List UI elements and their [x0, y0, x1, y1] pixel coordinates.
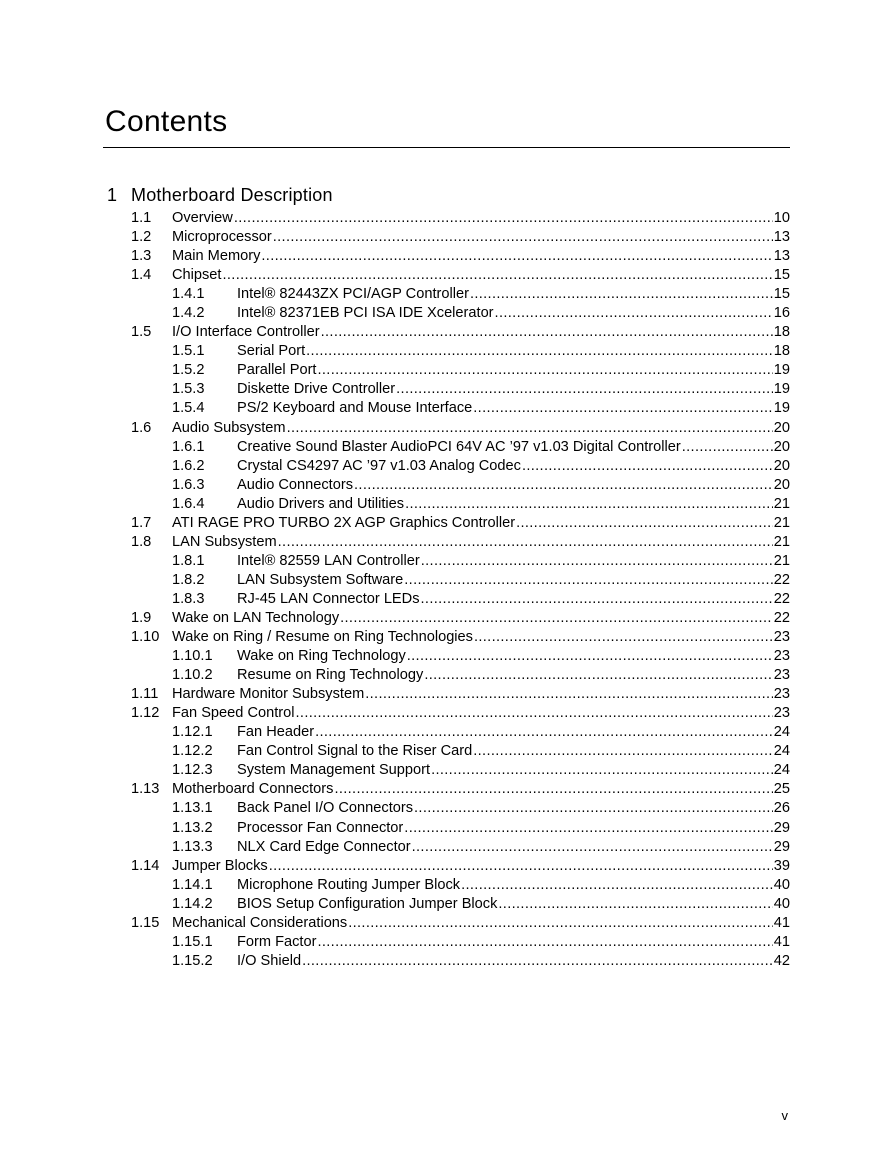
- toc-section-entry[interactable]: [0, 685, 893, 704]
- toc-entry-title: Main Memory: [172, 248, 261, 265]
- toc-entry-title: ATI RAGE PRO TURBO 2X AGP Graphics Controller: [172, 514, 516, 531]
- dot-leader: [315, 723, 773, 742]
- toc-section-entry[interactable]: [0, 323, 893, 342]
- toc-entry-number: 1.8: [131, 533, 152, 550]
- toc-subsection-entry[interactable]: [0, 742, 893, 761]
- toc-entry-number: 1.7: [131, 514, 152, 531]
- toc-section-entry[interactable]: [0, 780, 893, 799]
- toc-entry-number: 1.6.3: [172, 476, 205, 493]
- toc-entry-body: [237, 495, 790, 514]
- toc-subsection-entry[interactable]: [0, 552, 893, 571]
- toc-entry-title: Audio Drivers and Utilities: [237, 495, 405, 512]
- toc-entry-title: Microphone Routing Jumper Block: [237, 876, 461, 893]
- toc-entry-number: 1.6.2: [172, 457, 205, 474]
- dot-leader: [348, 914, 773, 933]
- toc-entry-title: Hardware Monitor Subsystem: [172, 686, 365, 703]
- toc-entry-body: [237, 952, 790, 971]
- toc-subsection-entry[interactable]: [0, 952, 893, 971]
- toc-entry-number: 1.13.1: [172, 800, 213, 817]
- toc-entry-number: 1.4.2: [172, 305, 205, 322]
- dot-leader: [522, 457, 773, 476]
- toc-entry-title: Resume on Ring Technology: [237, 667, 424, 684]
- toc-entry-title: Wake on LAN Technology: [172, 609, 340, 626]
- toc-entry-number: 1.12.1: [172, 724, 213, 741]
- toc-entry-body: [237, 342, 790, 361]
- toc-entry-title: LAN Subsystem: [172, 533, 277, 550]
- toc-entry-page: 41: [773, 914, 790, 931]
- dot-leader: [365, 685, 773, 704]
- dot-leader: [405, 495, 773, 514]
- chapter-heading[interactable]: [107, 184, 333, 206]
- toc-entry-title: Fan Speed Control: [172, 705, 295, 722]
- toc-entry-title: BIOS Setup Configuration Jumper Block: [237, 895, 498, 912]
- toc-section-entry[interactable]: [0, 609, 893, 628]
- dot-leader: [306, 342, 773, 361]
- toc-entry-page: 10: [773, 210, 790, 226]
- toc-subsection-entry[interactable]: [0, 342, 893, 361]
- toc-entry-page: 23: [773, 648, 790, 665]
- toc-entry-title: Crystal CS4297 AC ’97 v1.03 Analog Codec: [237, 457, 521, 474]
- dot-leader: [495, 304, 773, 323]
- toc-entry-page: 13: [773, 229, 790, 246]
- toc-entry-number: 1.4: [131, 267, 152, 284]
- toc-entry-number: 1.14.2: [172, 895, 213, 912]
- toc-entry-page: 15: [773, 267, 790, 284]
- dot-leader: [414, 799, 773, 818]
- toc-entry-title: Creative Sound Blaster AudioPCI 64V AC ’97 v1.03 Digital Controller: [237, 438, 681, 455]
- toc-entry-body: [237, 476, 790, 495]
- toc-entry-body: [237, 457, 790, 476]
- dot-leader: [222, 266, 772, 285]
- toc-entry-number: 1.14.1: [172, 876, 213, 893]
- toc-section-entry[interactable]: [0, 228, 893, 247]
- toc-entry-title: I/O Shield: [237, 952, 302, 969]
- toc-section-entry[interactable]: [0, 857, 893, 876]
- toc-subsection-entry[interactable]: [0, 476, 893, 495]
- toc-entry-title: Fan Control Signal to the Riser Card: [237, 743, 473, 760]
- dot-leader: [321, 323, 773, 342]
- toc-subsection-entry[interactable]: [0, 819, 893, 838]
- dot-leader: [354, 476, 773, 495]
- dot-leader: [404, 571, 772, 590]
- chapter-title: Motherboard Description: [131, 185, 333, 205]
- toc-entry-body: [237, 666, 790, 685]
- toc-entry-number: 1.10.1: [172, 648, 213, 665]
- toc-entry-number: 1.5.2: [172, 362, 205, 379]
- toc-entry-title: Fan Header: [237, 724, 315, 741]
- toc-section-entry[interactable]: [0, 209, 893, 228]
- toc-subsection-entry[interactable]: [0, 876, 893, 895]
- toc-entry-page: 22: [773, 609, 790, 626]
- toc-entry-page: 16: [773, 305, 790, 322]
- dot-leader: [334, 780, 772, 799]
- page-title: Contents: [105, 105, 228, 138]
- dot-leader: [317, 933, 772, 952]
- toc-entry-title: I/O Interface Controller: [172, 324, 320, 341]
- toc-entry-page: 23: [773, 667, 790, 684]
- toc-entry-body: [237, 742, 790, 761]
- toc-entry-body: [237, 838, 790, 857]
- toc-entry-number: 1.5: [131, 324, 152, 341]
- toc-entry-page: 20: [773, 419, 790, 436]
- toc-entry-body: [172, 419, 790, 438]
- toc-entry-number: 1.8.2: [172, 571, 205, 588]
- toc-entry-title: Audio Connectors: [237, 476, 354, 493]
- toc-entry-title: Intel® 82559 LAN Controller: [237, 552, 420, 569]
- toc-entry-body: [237, 876, 790, 895]
- dot-leader: [261, 247, 772, 266]
- toc-section-entry[interactable]: [0, 914, 893, 933]
- toc-subsection-entry[interactable]: [0, 495, 893, 514]
- dot-leader: [269, 857, 773, 876]
- page-number: v: [781, 1108, 788, 1123]
- dot-leader: [682, 438, 773, 457]
- toc-entry-number: 1.8.1: [172, 552, 205, 569]
- toc-entry-page: 23: [773, 705, 790, 722]
- dot-leader: [412, 838, 773, 857]
- toc-entry-page: 20: [773, 438, 790, 455]
- chapter-number: 1: [107, 185, 118, 205]
- toc-entry-page: 18: [773, 343, 790, 360]
- toc-entry-page: 21: [773, 552, 790, 569]
- toc-entry-body: [237, 399, 790, 418]
- toc-entry-title: Back Panel I/O Connectors: [237, 800, 414, 817]
- dot-leader: [473, 742, 773, 761]
- toc-entry-body: [172, 857, 790, 876]
- toc-entry-page: 18: [773, 324, 790, 341]
- toc-entry-page: 20: [773, 457, 790, 474]
- dot-leader: [498, 895, 772, 914]
- toc-entry-page: 19: [773, 381, 790, 398]
- toc-entry-title: System Management Support: [237, 762, 431, 779]
- toc-entry-number: 1.3: [131, 248, 152, 265]
- toc-entry-number: 1.8.3: [172, 590, 205, 607]
- toc-entry-page: 13: [773, 248, 790, 265]
- toc-entry-page: 20: [773, 476, 790, 493]
- toc-entry-title: Chipset: [172, 267, 222, 284]
- dot-leader: [234, 209, 773, 228]
- toc-entry-page: 29: [773, 819, 790, 836]
- toc-entry-number: 1.15.2: [172, 952, 213, 969]
- toc-entry-page: 21: [773, 495, 790, 512]
- dot-leader: [473, 399, 772, 418]
- toc-entry-number: 1.5.3: [172, 381, 205, 398]
- toc-entry-page: 21: [773, 514, 790, 531]
- toc-entry-page: 23: [773, 629, 790, 646]
- toc-entry-body: [237, 552, 790, 571]
- toc-entry-body: [172, 628, 790, 647]
- toc-entry-body: [237, 647, 790, 666]
- toc-entry-body: [172, 266, 790, 285]
- toc-entry-body: [172, 704, 790, 723]
- toc-entry-body: [237, 361, 790, 380]
- dot-leader: [296, 704, 773, 723]
- toc-entry-body: [172, 533, 790, 552]
- toc-subsection-entry[interactable]: [0, 647, 893, 666]
- toc-entry-body: [237, 590, 790, 609]
- toc-entry-page: 23: [773, 686, 790, 703]
- toc-entry-body: [237, 933, 790, 952]
- toc-entry-number: 1.4.1: [172, 286, 205, 303]
- toc-section-entry[interactable]: [0, 266, 893, 285]
- dot-leader: [318, 361, 773, 380]
- dot-leader: [421, 590, 773, 609]
- toc-section-entry[interactable]: [0, 247, 893, 266]
- toc-entry-page: 19: [773, 400, 790, 417]
- dot-leader: [470, 285, 773, 304]
- toc-entry-title: Mechanical Considerations: [172, 914, 348, 931]
- toc-entry-number: 1.13.3: [172, 838, 213, 855]
- toc-entry-title: Audio Subsystem: [172, 419, 286, 436]
- toc-entry-page: 15: [773, 286, 790, 303]
- toc-subsection-entry[interactable]: [0, 895, 893, 914]
- dot-leader: [474, 628, 773, 647]
- toc-subsection-entry[interactable]: [0, 799, 893, 818]
- toc-entry-page: 39: [773, 857, 790, 874]
- toc-entry-page: 25: [773, 781, 790, 798]
- toc-subsection-entry[interactable]: [0, 590, 893, 609]
- toc-entry-title: PS/2 Keyboard and Mouse Interface: [237, 400, 473, 417]
- toc-entry-body: [237, 723, 790, 742]
- toc-entry-number: 1.5.4: [172, 400, 205, 417]
- toc-entry-number: 1.1: [131, 210, 152, 226]
- toc-entry-page: 26: [773, 800, 790, 817]
- toc-entry-number: 1.12.3: [172, 762, 213, 779]
- toc-subsection-entry[interactable]: [0, 457, 893, 476]
- toc-section-entry[interactable]: [0, 533, 893, 552]
- toc-entry-number: 1.2: [131, 229, 152, 246]
- toc-entry-number: 1.6.1: [172, 438, 205, 455]
- toc-section-entry[interactable]: [0, 704, 893, 723]
- toc-entry-body: [237, 799, 790, 818]
- toc-entry-title: Parallel Port: [237, 362, 317, 379]
- toc-subsection-entry[interactable]: [0, 361, 893, 380]
- table-of-contents: [0, 209, 893, 971]
- toc-entry-title: Processor Fan Connector: [237, 819, 404, 836]
- toc-entry-body: [172, 609, 790, 628]
- toc-entry-body: [172, 228, 790, 247]
- dot-leader: [278, 533, 773, 552]
- toc-entry-title: Motherboard Connectors: [172, 781, 334, 798]
- toc-entry-number: 1.13.2: [172, 819, 213, 836]
- toc-entry-number: 1.10.2: [172, 667, 213, 684]
- dot-leader: [404, 819, 772, 838]
- toc-subsection-entry[interactable]: [0, 380, 893, 399]
- toc-entry-body: [237, 761, 790, 780]
- toc-entry-number: 1.12: [131, 705, 160, 722]
- toc-entry-number: 1.13: [131, 781, 160, 798]
- toc-entry-page: 19: [773, 362, 790, 379]
- toc-entry-body: [237, 285, 790, 304]
- toc-entry-page: 24: [773, 724, 790, 741]
- toc-entry-body: [237, 819, 790, 838]
- toc-subsection-entry[interactable]: [0, 838, 893, 857]
- toc-entry-number: 1.9: [131, 609, 152, 626]
- toc-entry-title: Intel® 82443ZX PCI/AGP Controller: [237, 286, 469, 303]
- dot-leader: [302, 952, 773, 971]
- toc-entry-body: [172, 914, 790, 933]
- toc-entry-page: 41: [773, 933, 790, 950]
- toc-entry-number: 1.10: [131, 629, 160, 646]
- toc-entry-body: [237, 571, 790, 590]
- toc-subsection-entry[interactable]: [0, 723, 893, 742]
- toc-subsection-entry[interactable]: [0, 304, 893, 323]
- toc-entry-page: 29: [773, 838, 790, 855]
- toc-entry-title: Wake on Ring / Resume on Ring Technologies: [172, 629, 473, 646]
- toc-entry-title: Diskette Drive Controller: [237, 381, 396, 398]
- toc-subsection-entry[interactable]: [0, 666, 893, 685]
- toc-entry-title: Intel® 82371EB PCI ISA IDE Xcelerator: [237, 305, 494, 322]
- toc-entry-number: 1.15: [131, 914, 160, 931]
- toc-entry-body: [237, 895, 790, 914]
- toc-subsection-entry[interactable]: [0, 399, 893, 418]
- toc-entry-page: 40: [773, 876, 790, 893]
- toc-entry-body: [172, 247, 790, 266]
- toc-entry-title: Microprocessor: [172, 229, 272, 246]
- toc-entry-page: 40: [773, 895, 790, 912]
- toc-entry-body: [237, 438, 790, 457]
- toc-subsection-entry[interactable]: [0, 761, 893, 780]
- toc-entry-page: 24: [773, 762, 790, 779]
- toc-entry-body: [172, 514, 790, 533]
- toc-entry-page: 22: [773, 571, 790, 588]
- toc-entry-number: 1.15.1: [172, 933, 213, 950]
- toc-entry-body: [172, 209, 790, 228]
- toc-entry-body: [172, 323, 790, 342]
- toc-section-entry[interactable]: [0, 628, 893, 647]
- toc-entry-number: 1.14: [131, 857, 160, 874]
- dot-leader: [516, 514, 773, 533]
- toc-entry-page: 21: [773, 533, 790, 550]
- toc-entry-number: 1.11: [131, 686, 159, 703]
- toc-entry-title: Wake on Ring Technology: [237, 648, 406, 665]
- toc-entry-number: 1.6: [131, 419, 152, 436]
- toc-subsection-entry[interactable]: [0, 285, 893, 304]
- toc-section-entry[interactable]: [0, 514, 893, 533]
- toc-entry-body: [172, 780, 790, 799]
- dot-leader: [340, 609, 773, 628]
- dot-leader: [431, 761, 773, 780]
- toc-entry-number: 1.12.2: [172, 743, 213, 760]
- dot-leader: [273, 228, 773, 247]
- toc-subsection-entry[interactable]: [0, 933, 893, 952]
- toc-section-entry[interactable]: [0, 419, 893, 438]
- toc-subsection-entry[interactable]: [0, 438, 893, 457]
- toc-entry-title: Serial Port: [237, 343, 306, 360]
- toc-entry-body: [237, 380, 790, 399]
- toc-entry-title: Jumper Blocks: [172, 857, 268, 874]
- dot-leader: [396, 380, 773, 399]
- toc-subsection-entry[interactable]: [0, 571, 893, 590]
- toc-entry-page: 22: [773, 590, 790, 607]
- dot-leader: [424, 666, 772, 685]
- title-rule: [103, 147, 790, 148]
- toc-entry-title: LAN Subsystem Software: [237, 571, 404, 588]
- toc-entry-title: RJ-45 LAN Connector LEDs: [237, 590, 420, 607]
- toc-entry-body: [172, 685, 790, 704]
- toc-entry-number: 1.5.1: [172, 343, 205, 360]
- dot-leader: [287, 419, 773, 438]
- toc-entry-page: 24: [773, 743, 790, 760]
- dot-leader: [421, 552, 773, 571]
- toc-entry-title: Form Factor: [237, 933, 317, 950]
- dot-leader: [407, 647, 773, 666]
- toc-entry-body: [237, 304, 790, 323]
- dot-leader: [461, 876, 773, 895]
- toc-entry-title: Overview: [172, 210, 233, 226]
- toc-entry-title: NLX Card Edge Connector: [237, 838, 411, 855]
- toc-entry-number: 1.6.4: [172, 495, 205, 512]
- toc-entry-page: 42: [773, 952, 790, 969]
